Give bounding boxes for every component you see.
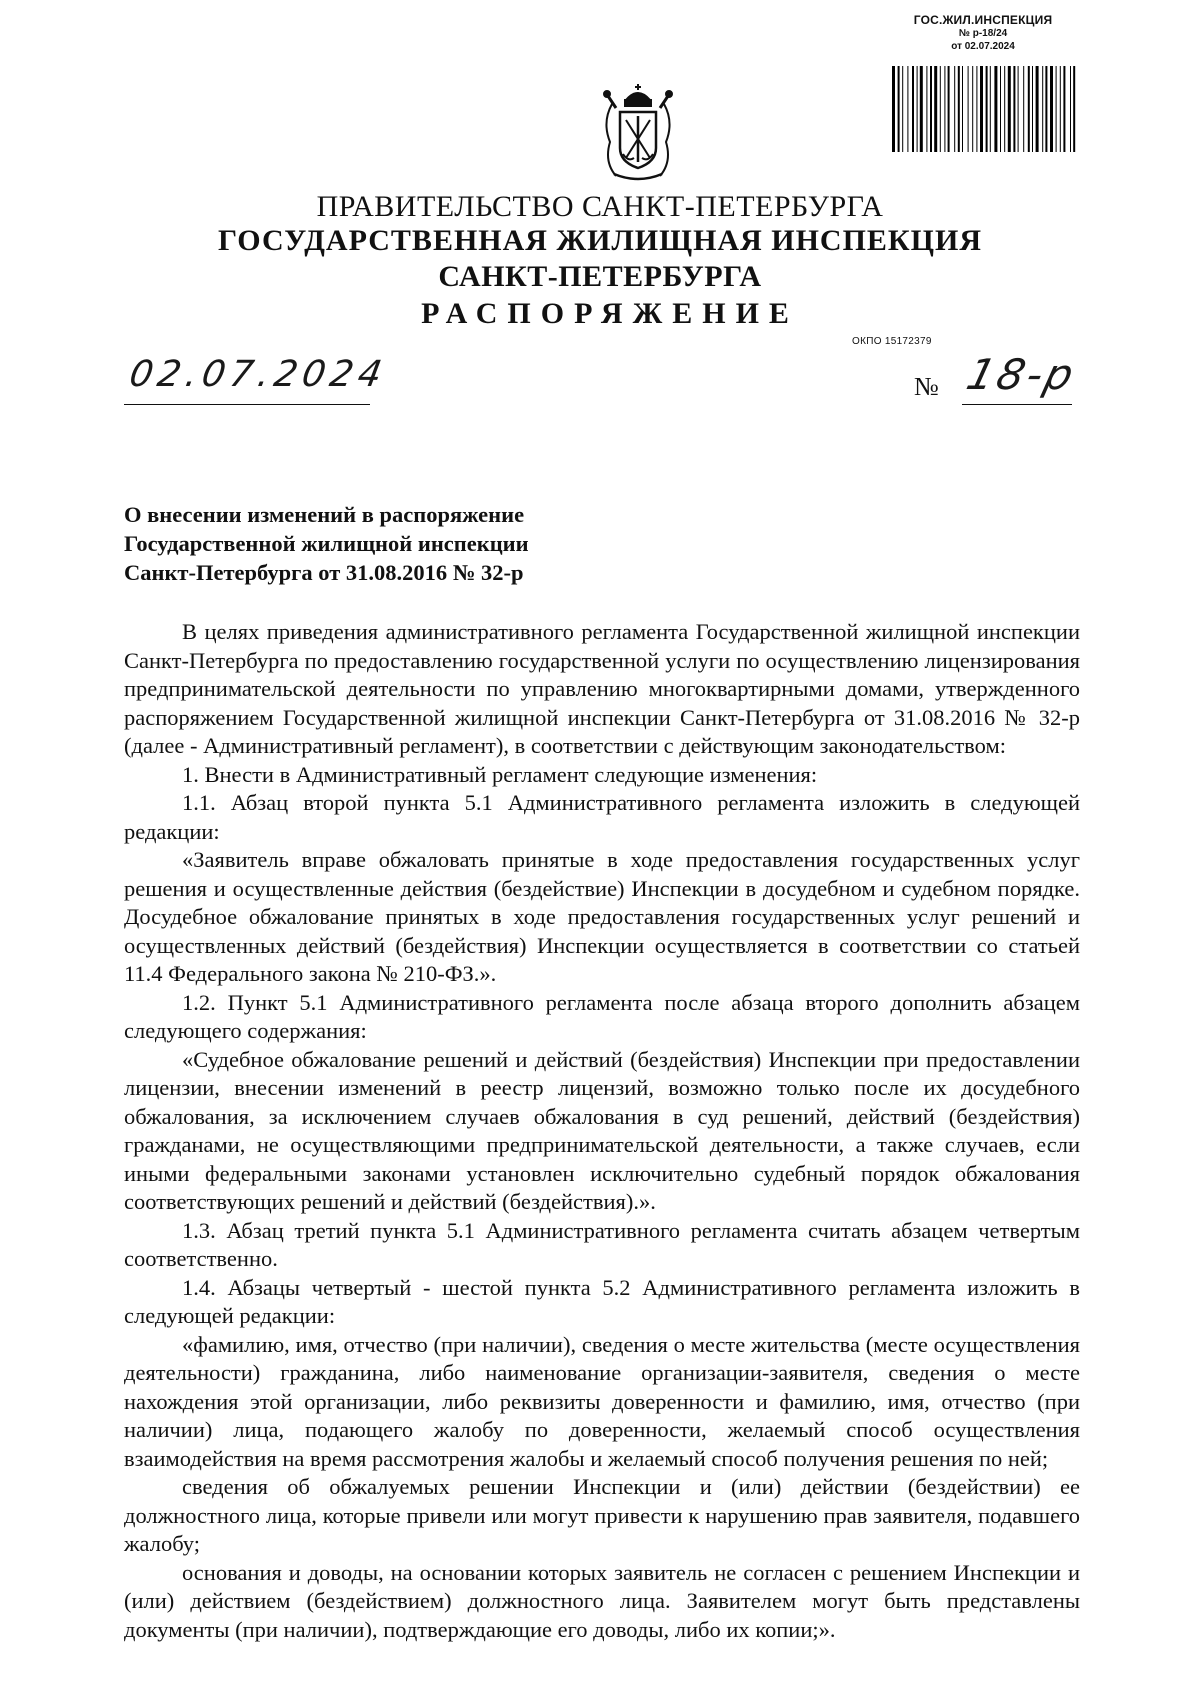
barcode-bar [940, 66, 941, 152]
document-type: РАСПОРЯЖЕНИЕ [421, 297, 799, 330]
barcode-bar [926, 66, 927, 152]
number-underline [962, 404, 1072, 405]
paragraph-preamble: В целях приведения административного регламента Государственной жилищной инспекции Санкт-Петербурга по предоставлению государственной услуги по осуществлению лицензирования предпринимательской деятельности по управлению многоквартирными домами, утвержденного распоряжением Государственной жилищной инспекции Санкт-Петербурга от 31.08.2016 № 32-р (далее - Административный регламент), в соответствии с действующим законодательством: [124, 619, 1080, 758]
barcode-bar [902, 66, 903, 152]
paragraph-item-1-4: 1.4. Абзацы четвертый - шестой пункта 5.2 Административного регламента изложить в следующей редакции: [124, 1274, 1080, 1328]
paragraph-quote-1-1: «Заявитель вправе обжаловать принятые в ходе предоставления государственных услуг решения и осуществленные действия (бездействие) Инспекции в досудебном и судебном порядке. Досудебное обжалование принятых в ходе предоставления государственных услуг решений и осуществленных действий (бездействия) Инспекции осуществляется в соответствии со статьей 11.4 Федерального закона № 210-ФЗ.». [124, 847, 1080, 986]
barcode-bar [1013, 66, 1015, 152]
barcode-bar [1004, 66, 1005, 152]
barcode-bar [898, 66, 900, 152]
paragraph-item-1: 1. Внести в Административный регламент следующие изменения: [182, 761, 818, 787]
barcode-bar [958, 66, 960, 152]
barcode-bar [990, 66, 991, 152]
paragraph-quote-1-4-c: основания и доводы, на основании которых заявитель не согласен с решением Инспекции и (или) действием (бездействием) должностного лица. Заявителем могут быть представлены документы (при наличии), подтверждающие его доводы, либо их копии;». [124, 1559, 1080, 1642]
barcode-bar [917, 66, 918, 152]
barcode-bar [1032, 66, 1033, 152]
coat-of-arms-icon [590, 82, 686, 184]
barcode-bar [972, 66, 973, 152]
barcode-bar [912, 66, 914, 152]
paragraph-item-1-1: 1.1. Абзац второй пункта 5.1 Административного регламента изложить в следующей редакции: [124, 790, 1080, 844]
barcode-bar [986, 66, 988, 152]
subject-line: О внесении изменений в распоряжение [124, 502, 525, 527]
barcode-bar [948, 66, 950, 152]
date-underline [124, 404, 370, 405]
barcode-bar [1060, 66, 1061, 152]
document-subject [124, 500, 529, 587]
paragraph-item-1-2: 1.2. Пункт 5.1 Административного регламента после абзаца второго дополнить абзацем следующего содержания: [124, 989, 1080, 1043]
paragraph-item-1-3: 1.3. Абзац третий пункта 5.1 Административного регламента считать абзацем четвертым соответственно. [124, 1217, 1080, 1271]
barcode-bar [968, 66, 969, 152]
document-body [124, 618, 1080, 1644]
barcode-bar [1042, 66, 1043, 152]
barcode-bar [892, 66, 895, 152]
agency-title: ГОСУДАРСТВЕННАЯ ЖИЛИЩНАЯ ИНСПЕКЦИЯ [217, 224, 983, 257]
barcode-bar [954, 66, 955, 152]
stamp-number: № р-18/24 [958, 28, 1008, 39]
barcode-bar [976, 66, 977, 152]
barcode-bar [1000, 66, 1001, 152]
barcode-bar [962, 66, 963, 152]
barcode-bar [1070, 66, 1071, 152]
barcode-bar [1063, 66, 1065, 152]
barcode-bar [980, 66, 983, 152]
order-date: 02.07.2024 [126, 354, 390, 395]
order-number-label: № [914, 372, 939, 401]
barcode-bar [934, 66, 937, 152]
barcode-bar [930, 66, 932, 152]
stamp-date: от 02.07.2024 [951, 41, 1015, 52]
barcode-bar [1023, 66, 1024, 152]
barcode-bar [1018, 66, 1019, 152]
order-number: 18-р [961, 350, 1082, 399]
barcode-bar [1036, 66, 1039, 152]
registration-stamp [888, 14, 1078, 53]
government-title: ПРАВИТЕЛЬСТВО САНКТ-ПЕТЕРБУРГА [316, 190, 884, 223]
subject-line: Санкт-Петербурга от 31.08.2016 № 32-р [124, 560, 524, 585]
barcode-bar [907, 66, 908, 152]
barcode-bar [1056, 66, 1057, 152]
barcode-bar [920, 66, 923, 152]
barcode-bar [1073, 66, 1075, 152]
paragraph-quote-1-2: «Судебное обжалование решений и действий (бездействия) Инспекции при предоставлении лицензии, внесении изменений в реестр лицензий, возможно только после их досудебного обжалования, за исключением случаев обжалования в суд решений, действий (бездействия) гражданами, не осуществляющими предпринимательской деятельности, а также случаев, если иными федеральными законами установлен исключительно судебный порядок обжалования соответствующих решений и действий (бездействия).». [124, 1046, 1080, 1214]
barcode-bar [1045, 66, 1047, 152]
barcode-icon [890, 66, 1076, 152]
paragraph-quote-1-4-a: «фамилию, имя, отчество (при наличии), сведения о месте жительства (месте осуществления деятельности) гражданина, либо наименование организации-заявителя, сведения о месте нахождения этой организации, либо реквизиты доверенности и фамилию, имя, отчество (при наличии) лица, подающего жалобу по доверенности, желаемый способ осуществления взаимодействия на время рассмотрения жалобы и желаемый способ получения решения по ней; [124, 1331, 1080, 1471]
subject-line: Государственной жилищной инспекции [124, 531, 529, 556]
barcode-bar [1028, 66, 1030, 152]
barcode-bar [944, 66, 945, 152]
agency-city: САНКТ-ПЕТЕРБУРГА [438, 260, 762, 293]
barcode-bar [1008, 66, 1011, 152]
paragraph-quote-1-4-b: сведения об обжалуемых решении Инспекции и (или) действии (бездействии) ее должностного лица, которые привели или могут привести к нарушению прав заявителя, подавшего жалобу; [124, 1474, 1080, 1556]
barcode-bar [1050, 66, 1053, 152]
barcode-bar [994, 66, 997, 152]
okpo-code: ОКПО 15172379 [852, 336, 932, 347]
stamp-org: ГОС.ЖИЛ.ИНСПЕКЦИЯ [913, 13, 1053, 27]
